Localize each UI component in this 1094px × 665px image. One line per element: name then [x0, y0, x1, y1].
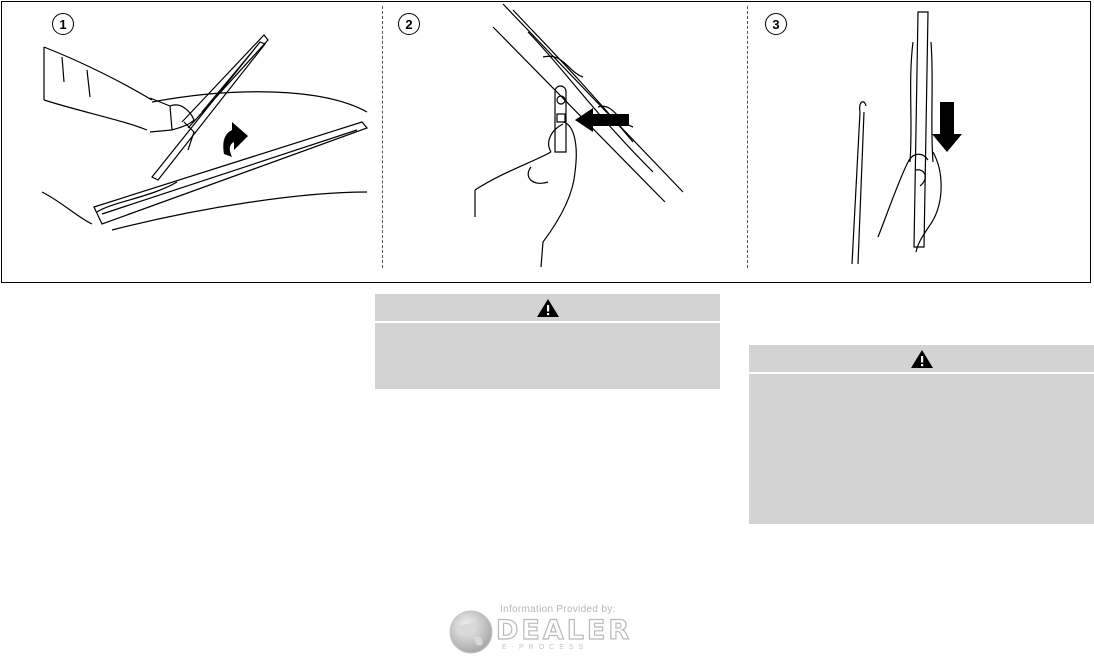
wiper-replacement-figure: [1, 1, 1091, 283]
step-number-2: 2: [398, 13, 420, 35]
caution-header: [375, 294, 720, 323]
warning-box: [749, 345, 1094, 524]
release-clip-illustration: [383, 2, 747, 282]
step-number-3: 3: [765, 13, 787, 35]
dealer-e-process-watermark: [444, 601, 654, 661]
remove-blade-illustration: [748, 2, 1090, 282]
step-3-panel: [748, 2, 1090, 282]
warning-header: [749, 345, 1094, 374]
warning-triangle-icon: [910, 349, 934, 369]
caution-box: [375, 294, 720, 389]
step-1-panel: [2, 2, 382, 282]
globe-logo-icon: [448, 609, 494, 655]
warning-triangle-icon: [536, 298, 560, 318]
step-2-panel: [383, 2, 747, 282]
lift-wiper-arm-illustration: [2, 2, 382, 282]
watermark-caption: Information Provided by:: [500, 604, 616, 615]
step-number-1: 1: [52, 13, 74, 35]
watermark-sub: E-PROCESS: [502, 644, 589, 651]
watermark-brand: DEALER: [496, 615, 633, 646]
